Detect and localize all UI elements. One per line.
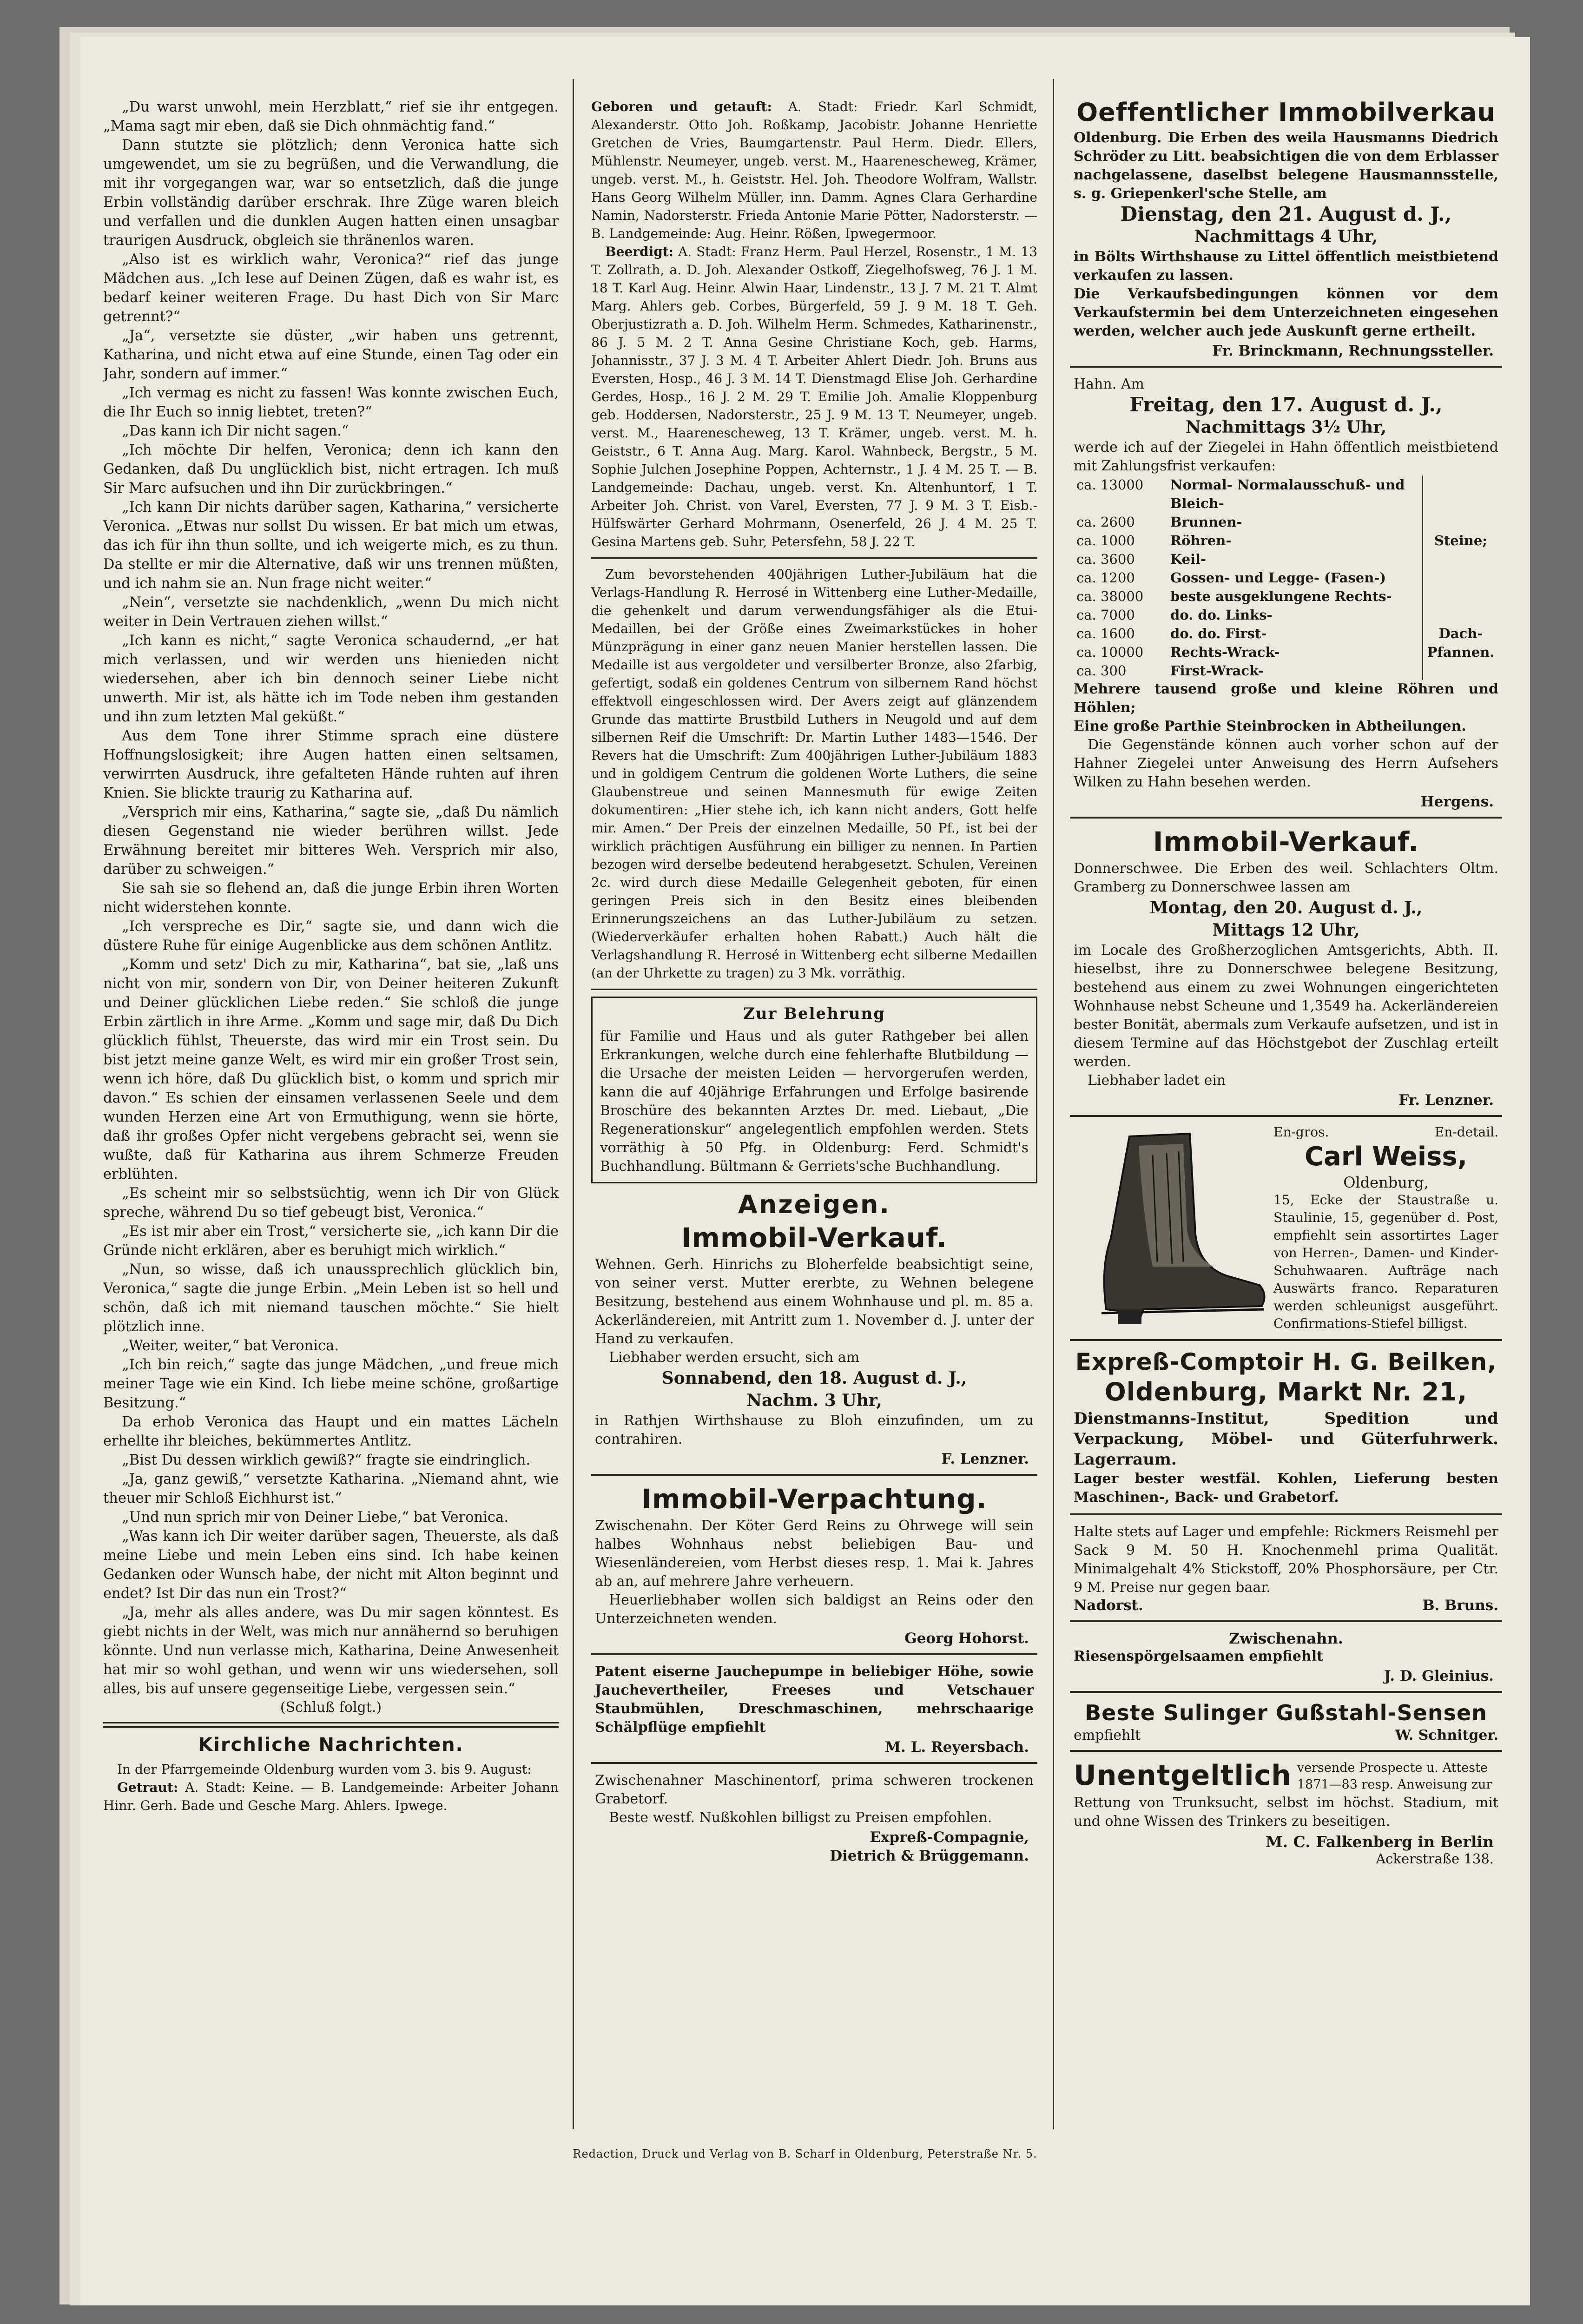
ad-bruns-place: Nadorst. <box>1074 1597 1143 1614</box>
ad-weiss-name: Carl Weiss, <box>1304 1142 1468 1172</box>
ad-wehnen-text: Wehnen. Gerh. Hinrichs zu Bloherfelde beabsichtigt seine, von seiner verst. Mutter ererbte, zu Wehnen belegene Besitzung, bestehend aus einem Wohnhause und pl. m. 85 a. Ackerländereien, mit Antritt zum 1. November d. J. unter der Hand zu verkaufen. <box>595 1256 1034 1347</box>
ad-express-text: Dienstmanns-Institut, Spedition und Verpackung, Möbel- und Güterfuhrwerk. Lagerraum. <box>1074 1409 1498 1469</box>
church-born-label: Geboren und getauft: <box>591 99 772 114</box>
story-paragraph: Sie sah sie so flehend an, daß die junge Erbin ihren Worten nicht widerstehen konnte. <box>103 880 559 916</box>
ad-weiss-text: 15, Ecke der Staustraße u. Staulinie, 15, gegenüber d. Post, empfiehlt sein assortirtes Lager von Herren-, Damen- und Kinder-Schuhwaaren. Aufträge nach Auswärts franco. Reparaturen werden schleunigst ausgeführt. Confirmations-Stiefel billigst. <box>1273 1192 1498 1331</box>
tile-quantity: ca. 13000 <box>1076 477 1144 493</box>
tile-group-dachpfannen: Dach-Pfannen. <box>1423 606 1499 680</box>
ad-hahn-text3: Eine große Parthie Steinbrocken in Abtheilungen. <box>1074 718 1466 734</box>
tile-quantity: ca. 38000 <box>1076 588 1144 604</box>
tile-quantity: ca. 1600 <box>1076 626 1135 641</box>
ad-wehnen-date: Sonnabend, den 18. August d. J., <box>661 1368 967 1388</box>
story-paragraph: „Versprich mir eins, Katharina,“ sagte sie, „daß Du nämlich diesen Gegenstand nie wieder berühren willst. Jede Erwähnung bereitet mir bitteres Weh. Versprich mir also, darüber zu schweigen.“ <box>103 804 559 878</box>
belehrung-title: Zur Belehrung <box>743 1004 886 1023</box>
story-paragraph: „Es ist mir aber ein Trost,“ versicherte sie, „ich kann Dir die Gründe nicht erklären, aber es beruhigt mich wirklich.“ <box>103 1223 559 1259</box>
church-married-label: Getraut: <box>117 1780 178 1795</box>
tile-type: Brunnen- <box>1170 514 1242 530</box>
tile-row <box>1074 606 1498 624</box>
serial-story <box>103 98 559 1698</box>
tile-type: Normal- Normalausschuß- und Bleich- <box>1170 477 1405 511</box>
tile-type: beste ausgeklungene Rechts- <box>1170 588 1392 604</box>
ad-verpachtung-text: Zwischenahn. Der Köter Gerd Reins zu Ohrwege will sein halbes Wohnhaus nebst beliebigen Bau- und Wiesenländereien, vom Herbst dieses resp. 1. Mai k. Jahres ab an, auf mehrere Jahre verheuern. <box>595 1518 1034 1590</box>
story-paragraph: „Ja, mehr als alles andere, was Du mir sagen könntest. Es giebt nichts in der Welt, was mich nur annähernd so beruhigen könnte. Und nun verlasse mich, Katharina, Deine Anwesenheit hat mir so wohl gethan, und wenn wir uns wiedersehen, soll alles, bis auf unsere gegenseitige Liebe, vergessen sein.“ <box>103 1604 559 1697</box>
ad-jauchepumpe <box>591 1660 1037 1764</box>
tile-quantity: ca. 1200 <box>1076 570 1135 586</box>
ad-donnerschwee <box>1070 823 1502 1117</box>
belehrung-text: für Familie und Haus und als guter Rathgeber bei allen Erkrankungen, welche durch eine fehlerhafte Blutbildung — die Ursache der meisten Leiden — hervorgerufen werden, kann die auf 40jährige Erfahrungen und Erfolge basirende Broschüre des bekannten Arztes Dr. med. Liebaut, „Die Regenerationskur“ angelegentlich empfohlen werden. Stets vorräthig à 50 Pfg. in Oldenburg: Ferd. Schmidt's Buchhandlung. Bültmann & Gerriets'sche Buchhandlung. <box>600 1028 1029 1174</box>
story-paragraph: „Komm und setz' Dich zu mir, Katharina“, bat sie, „laß uns nicht von mir, sondern von Dir, von Deiner heiteren Zukunft und Deiner glücklichen Liebe reden.“ Sie schloß die junge Erbin zärtlich in ihre Arme. „Komm und sage mir, daß Du Dich glücklich fühlst, Theuerste, das wird mir ein Trost sein. Du bist jetzt meine ganze Welt, es wird mir ein großer Trost sein, wenn ich höre, daß Du glücklich bist, o komm und sprich mir davon.“ Es schien der einsamen verlassenen Seele und dem wunden Herzen eine Art von Ermuthigung, wenn sie hörte, daß ihr großes Opfer nicht vergebens gebracht sei, wenn sie wußte, daß für Katharina aus ihrem Schmerze Freuden erblühten. <box>103 957 559 1182</box>
story-paragraph: „Ich verspreche es Dir,“ sagte sie, und dann wich die düstere Ruhe für einige Augenblicke aus dem schönen Antlitz. <box>103 918 559 954</box>
ad-express-title: Expreß-Comptoir H. G. Beilken, <box>1075 1348 1497 1375</box>
ad-gleinius-text: Riesenspörgelsaamen empfiehlt <box>1074 1648 1323 1664</box>
ad-oeffentlich-text3: Die Verkaufsbedingungen können vor dem Verkaufstermin bei dem Unterzeichneten eingesehen werden, welcher auch jede Auskunft gerne ertheilt. <box>1074 286 1498 339</box>
story-paragraph: „Ja“, versetzte sie düster, „wir haben uns getrennt, Katharina, und nicht etwa auf eine Stunde, einen Tag oder ein Jahr, sondern auf immer.“ <box>103 328 559 382</box>
ad-oeffentlich-text: Oldenburg. Die Erben des weila Hausmanns Diedrich Schröder zu Litt. beabsichtigen die von dem Erblasser nachgelassene, daselbst belegene Hausmannsstelle, s. g. Griepenkerl'sche Stelle, am <box>1074 130 1498 202</box>
ad-verpachtung-signature: Georg Hohorst. <box>904 1630 1029 1647</box>
column-ads-right <box>1070 98 1502 1878</box>
ad-weiss-en-gros: En-gros. <box>1273 1124 1329 1140</box>
story-paragraph: „Und nun sprich mir von Deiner Liebe,“ bat Veronica. <box>122 1509 508 1525</box>
tile-quantity: ca. 10000 <box>1076 644 1144 660</box>
story-paragraph: „Das kann ich Dir nicht sagen.“ <box>122 423 349 439</box>
ad-maschinentorf-text2: Beste westf. Nußkohlen billigst zu Preisen empfohlen. <box>609 1809 992 1826</box>
ad-weiss-header <box>1273 1124 1498 1140</box>
church-married-text: A. Stadt: Keine. — B. Landgemeinde: Arbeiter Johann Hinr. Gerh. Bade und Gesche Marg. Ahlers. Ipwege. <box>103 1780 559 1813</box>
ad-verpachtung-title: Immobil-Verpachtung. <box>641 1483 987 1515</box>
ad-unentgeltlich <box>1070 1756 1502 1873</box>
tile-group-steine: Steine; <box>1423 475 1499 606</box>
ads-section-title: Anzeigen. <box>738 1190 891 1219</box>
story-paragraph: Dann stutzte sie plötzlich; denn Veronica hatte sich umgewendet, um sie zu begrüßen, und die Verwandlung, die mit ihr vorgegangen war, war so entsetzlich, daß die junge Erbin vollständig darüber erschrak. Ihre Züge waren bleich und verfallen und die dunklen Augen hatten einen unsagbar traurigen Ausdruck, obgleich sie thränenlos waren. <box>103 137 559 249</box>
ad-donnerschwee-text: Donnerschwee. Die Erben des weil. Schlachters Oltm. Gramberg zu Donnerschwee lassen am <box>1074 860 1498 895</box>
ad-oeffentlich-title: Oeffentlicher Immobilverkau <box>1076 98 1496 127</box>
column-rule <box>1053 79 1054 2129</box>
story-paragraph: „Ich bin reich,“ sagte das junge Mädchen, „und freue mich meiner Tage wie ein Kind. Ich liebe meine schöne, großartige Besitzung.“ <box>103 1357 559 1411</box>
tile-type: do. do. Links- <box>1170 607 1273 623</box>
ad-maschinentorf-signature1: Expreß-Compagnie, <box>870 1829 1029 1846</box>
ad-hahn-signature: Hergens. <box>1420 793 1494 810</box>
tile-row <box>1074 475 1498 513</box>
ad-verpachtung <box>591 1480 1037 1655</box>
story-paragraph: Aus dem Tone ihrer Stimme sprach eine düstere Hoffnungslosigkeit; ihre Augen hatten einen seltsamen, verwirrten Ausdruck, ihre gefalteten Hände ruhten auf ihren Knien. Sie blickte traurig zu Katharina auf. <box>103 728 559 801</box>
story-paragraph: „Ich vermag es nicht zu fassen! Was konnte zwischen Euch, die Ihr Euch so innig liebtet, treten?“ <box>103 385 559 420</box>
ad-wehnen-time: Nachm. 3 Uhr, <box>746 1391 882 1410</box>
story-paragraph: „Bist Du dessen wirklich gewiß?“ fragte sie eindringlich. <box>122 1452 531 1468</box>
ad-bruns <box>1070 1520 1502 1622</box>
story-paragraph: „Ich kann Dir nichts darüber sagen, Katharina,“ versicherte Veronica. „Etwas nur sollst Du wissen. Er bat mich um etwas, das ich für ihn thun sollte, und ich weigerte mich, es zu thun. Da stellte er mir die Alternative, daß wir uns trennen müßten, und ich nahm sie an. Nun frage nicht weiter.“ <box>103 499 559 592</box>
tile-list <box>1074 475 1498 680</box>
church-news-continued <box>591 98 1037 551</box>
column-serial-story <box>103 98 559 1815</box>
ad-oeffentlich-date: Dienstag, den 21. August d. J., <box>1120 203 1452 225</box>
story-paragraph: „Weiter, weiter,“ bat Veronica. <box>122 1338 339 1354</box>
ad-sensen-text: empfiehlt <box>1074 1727 1141 1743</box>
story-paragraph: „Also ist es wirklich wahr, Veronica?“ rief das junge Mädchen aus. „Ich lese auf Deinen Zügen, daß es wahr ist, es bedarf keiner weiteren Frage. Du hast Dich von Sir Marc getrennt?“ <box>103 251 559 325</box>
ad-donnerschwee-line3: Liebhaber ladet ein <box>1088 1072 1226 1089</box>
ad-express-text2: Lager bester westfäl. Kohlen, Lieferung besten Maschinen-, Back- und Grabetorf. <box>1074 1471 1498 1505</box>
church-news-intro: In der Pfarrgemeinde Oldenburg wurden vom 3. bis 9. August: <box>117 1762 532 1777</box>
boot-illustration-icon <box>1074 1127 1269 1327</box>
ad-carl-weiss <box>1070 1122 1502 1341</box>
ad-wehnen-title: Immobil-Verkauf. <box>681 1222 948 1254</box>
ad-unentgeltlich-title: Unentgeltlich <box>1074 1759 1292 1792</box>
ad-jauchepumpe-text: Patent eiserne Jauchepumpe in beliebiger Höhe, sowie Jauchevertheiler, Freeses und Vetschauer Staubmühlen, Dreschmaschinen, mehrschaarige Schälpflüge empfiehlt <box>595 1664 1034 1736</box>
ad-oeffentlich-time: Nachmittags 4 Uhr, <box>1194 227 1378 246</box>
tile-type: Gossen- und Legge- (Fasen-) <box>1170 570 1386 586</box>
story-paragraph: „Nun, so wisse, daß ich unaussprechlich glücklich bin, Veronica,“ sagte die junge Erbin. „Mein Leben ist so hell und schön, daß ich mit niemand tauschen möchte.“ Sie hielt plötzlich inne. <box>103 1261 559 1335</box>
church-news <box>103 1760 559 1815</box>
ad-jauchepumpe-signature: M. L. Reyersbach. <box>884 1739 1029 1756</box>
ad-wehnen-line3: in Rathjen Wirthshause zu Bloh einzufinden, um zu contrahiren. <box>595 1413 1034 1447</box>
ad-donnerschwee-text2: im Locale des Großherzoglichen Amtsgerichts, Abth. II. hieselbst, ihre zu Donnerschwee belegene Besitzung, bestehend aus einem zu zwei Wohnungen eingerichteten Wohnhause nebst Scheune und 1,3549 ha. Ackerländereien bester Bonität, abermals zum Verkaufe aufsetzen, und ist in diesem Termine auf das Höchstgebot der Zuschlag erteilt werden. <box>1074 942 1498 1070</box>
ad-maschinentorf-text: Zwischenahner Maschinentorf, prima schweren trockenen Grabetorf. <box>595 1772 1034 1807</box>
story-paragraph: „Du warst unwohl, mein Herzblatt,“ rief sie ihr entgegen. „Mama sagt mir eben, daß sie Dich ohnmächtig fand.“ <box>103 99 559 134</box>
ad-wehnen-signature: F. Lenzner. <box>941 1451 1029 1467</box>
newspaper-page <box>80 37 1530 2305</box>
tile-quantity: ca. 7000 <box>1076 607 1135 623</box>
divider <box>591 557 1037 559</box>
luther-medal-text: Zum bevorstehenden 400jährigen Luther-Jubiläum hat die Verlags-Handlung R. Herrosé in Wittenberg eine Luther-Medaille, die gehenkelt und darum verwendungsfähiger als die Etui-Medaillen, bei der Größe eines Zweimarkstückes in hoher Münzprägung in einer ganz neuen Manier herstellen lassen. Die Medaille ist aus vergoldeter und versilberter Bronze, also 2farbig, gefertigt, sodaß ein goldenes Centrum von silbernem Rand höchst effektvoll eingeschlossen wird. Der Avers zeigt auf glänzendem Grunde das mattirte Brustbild Luthers in Neugold und auf dem silbernen Reif die Umschrift: Dr. Martin Luther 1483—1546. Der Revers hat die Umschrift: Zum 400jährigen Luther-Jubiläum 1883 und in goldigem Centrum die goldenen Worte Luthers, die seine Glaubenstreue und seinen Mannesmuth für ewige Zeiten dokumentiren: „Hier stehe ich, ich kann nicht anders, Gott helfe mir. Amen.“ Der Preis der einzelnen Medaille, 50 Pf., ist bei der wirklich prächtigen Ausführung ein billiger zu nennen. In Partien bezogen wird derselbe bedeutend herabgesetzt. Schulen, Vereinen 2c. wird durch diese Medaille Gelegenheit geboten, für einen geringen Preis sich in den Besitz eines bleibenden Erinnerungszeichens an das Luther-Jubiläum zu setzen. (Wiederverkäufer erhalten hohen Rabatt.) Auch hält die Verlagshandlung R. Herrosé in Wittenberg echt silberne Medaillen (an der Uhrkette zu tragen) zu 3 Mk. vorräthig. <box>591 567 1037 981</box>
ad-donnerschwee-date: Montag, den 20. August d. J., <box>1149 898 1423 918</box>
ad-hahn-text: werde ich auf der Ziegelei in Hahn öffentlich meistbietend mit Zahlungsfrist verkaufen: <box>1074 439 1498 474</box>
church-buried-label: Beerdigt: <box>605 244 674 259</box>
tile-quantity: ca. 3600 <box>1076 551 1135 567</box>
ad-unentgeltlich-signature: M. C. Falkenberg in Berlin <box>1266 1833 1494 1851</box>
ad-weiss-en-detail: En-detail. <box>1434 1124 1498 1140</box>
story-continued-note: (Schluß folgt.) <box>280 1699 382 1716</box>
story-paragraph: „Ich kann es nicht,“ sagte Veronica schaudernd, „er hat mich verlassen, und wir werden uns hienieden nicht wiedersehen, aber ich bin dennoch seiner Liebe nicht unwerth. Mir ist, als hätte ich im Tode neben ihm gestanden und ihn zum letzten Mal geküßt.“ <box>103 633 559 725</box>
tile-quantity: ca. 300 <box>1076 663 1127 679</box>
ad-hahn-date: Freitag, den 17. August d. J., <box>1129 393 1443 416</box>
ad-wehnen-line2: Liebhaber werden ersucht, sich am <box>609 1349 860 1366</box>
ad-gleinius <box>1070 1627 1502 1693</box>
story-paragraph: „Ich möchte Dir helfen, Veronica; denn ich kann den Gedanken, daß Du unglücklich bist, nicht ertragen. Ich muß Sir Marc aufsuchen und ihn Dir zurückbringen.“ <box>103 442 559 496</box>
tile-quantity: ca. 1000 <box>1076 533 1135 548</box>
tile-type: First-Wrack- <box>1170 663 1264 679</box>
story-paragraph: „Nein“, versetzte sie nachdenklich, „wenn Du mich nicht weiter in Dein Vertrauen ziehen willst.“ <box>103 594 559 630</box>
tile-type: Röhren- <box>1170 533 1232 548</box>
ad-bruns-text: Halte stets auf Lager und empfehle: Rickmers Reismehl per Sack 9 M. 50 H. Knochenmehl prima Qualität. Minimalgehalt 4% Stickstoff, 20% Phosphorsäure, per Ctr. 9 M. Preise nur gegen baar. <box>1074 1524 1498 1596</box>
ad-gleinius-head: Zwischenahn. <box>1229 1630 1343 1647</box>
ad-donnerschwee-title: Immobil-Verkauf. <box>1153 826 1419 858</box>
ad-unentgeltlich-address: Ackerstraße 138. <box>1376 1851 1494 1867</box>
ad-verpachtung-text2: Heuerliebhaber wollen sich baldigst an Reins oder den Unterzeichneten wenden. <box>595 1592 1034 1627</box>
ad-hahn-text2: Mehrere tausend große und kleine Röhren und Höhlen; <box>1074 681 1498 716</box>
tile-type: do. do. First- <box>1170 626 1267 641</box>
tile-type: Rechts-Wrack- <box>1170 644 1280 660</box>
column-middle <box>591 98 1037 1875</box>
ad-oeffentlich <box>1070 98 1502 368</box>
divider <box>591 989 1037 990</box>
tile-quantity: ca. 2600 <box>1076 514 1135 530</box>
ad-hahn-time: Nachmittags 3½ Uhr, <box>1185 417 1387 437</box>
luther-medal-notice <box>591 565 1037 982</box>
ad-bruns-signature: B. Bruns. <box>1422 1597 1498 1614</box>
ad-unentgeltlich-text: Rettung von Trunksucht, selbst im höchst. Stadium, mit und ohne Wissen des Trinkers zu beseitigen. <box>1074 1795 1498 1829</box>
imprint-footer: Redaction, Druck und Verlag von B. Scharf in Oldenburg, Peterstraße Nr. 5. <box>573 2147 1037 2160</box>
ad-unentgeltlich-side: versende Prospecte u. Atteste 1871—83 resp. Anweisung zur <box>1297 1761 1492 1792</box>
ad-sensen <box>1070 1697 1502 1752</box>
ad-gleinius-signature: J. D. Gleinius. <box>1384 1668 1494 1684</box>
ad-express-comptoir <box>1070 1346 1502 1515</box>
story-paragraph: Da erhob Veronica das Haupt und ein mattes Lächeln erhellte ihr bleiches, bekümmertes Antlitz. <box>103 1414 559 1449</box>
story-paragraph: „Ja, ganz gewiß,“ versetzte Katharina. „Niemand ahnt, wie theuer mir Schloß Eichhurst ist.“ <box>103 1471 559 1506</box>
ad-hahn-text4: Die Gegenstände können auch vorher schon auf der Hahner Ziegelei unter Anweisung des Herrn Aufsehers Wilken zu Hahn besehen werden. <box>1074 737 1498 790</box>
story-paragraph: „Es scheint mir so selbstsüchtig, wenn ich Dir von Glück spreche, während Du so tief gebeugt bist, Veronica.“ <box>103 1185 559 1221</box>
church-buried-text: A. Stadt: Franz Herm. Paul Herzel, Rosenstr., 1 M. 13 T. Zollrath, a. D. Joh. Alexander Ostkoff, Ziegelhofsweg, 76 J. 1 M. 18 T. Karl Aug. Heinr. Alwin Haar, Lindenstr., 13 J. 7 M. 21 T. Almt Marg. Ahlers geb. Corbes, Bürgerfeld, 59 J. 9 M. 18 T. Geh. Oberjustizrath a. D. Joh. Wilhelm Herm. Schmedes, Katharinenstr., 86 J. 5 M. 2 T. Anna Gesine Christiane Koch, geb. Harms, Johannisstr., 37 J. 3 M. 4 T. Arbeiter Ahlert Diedr. Joh. Bruns aus Eversten, Hosp., 46 J. 3 M. 14 T. Dienstmagd Elise Joh. Gerhardine Gerdes, Hosp., 16 J. 2 M. 29 T. Emilie Joh. Amalie Kloppenburg geb. Hoddersen, Nadorsterstr., 25 J. 9 M. 13 T. Neumeyer, ungeb. verst. M., Haarenescheweg, 13 T. Krämer, ungeb. verst. M. h. Geiststr., 6 T. Anna Aug. Marg. Karol. Wahnbeck, Bergstr., 5 M. Sophie Julchen Josephine Poppen, Achternstr., 1 J. 4 M. 25 T. — B. Landgemeinde: Dachau, ungeb. verst. Kn. Altenhuntorf, 1 T. Arbeiter Joh. Christ. von Varel, Eversten, 77 J. 9 M. 3 T. Eisb.-Hülfswärter Gerhard Mohrmann, Osenerfeld, 26 J. 4 M. 25 T. Gesina Martens geb. Suhr, Petersfehn, 58 J. 22 T. <box>591 244 1037 549</box>
ad-express-title2: Oldenburg, Markt Nr. 21, <box>1104 1377 1468 1406</box>
ad-donnerschwee-signature: Fr. Lenzner. <box>1398 1092 1494 1109</box>
column-rule <box>573 79 574 2129</box>
church-born-text: A. Stadt: Friedr. Karl Schmidt, Alexanderstr. Otto Joh. Roßkamp, Jacobistr. Johanne Henriette Gretchen de Vries, Baumgartenstr. Paul Herm. Diedr. Ellers, Mühlenstr. Neumeyer, ungeb. verst. M., Haarenescheweg, Krämer, ungeb. verst. M., h. Geiststr. Hel. Joh. Theodore Wolfram, Wallstr. Hans Georg Wilhelm Müller, inn. Damm. Agnes Clara Gerhardine Namin, Nadorsterstr. Frieda Antonie Marie Pötter, Nadorsterstr. — B. Landgemeinde: Aug. Heinr. Rößen, Ipwegermoor. <box>591 99 1037 241</box>
ad-hahn-head: Hahn. Am <box>1074 376 1144 392</box>
ad-donnerschwee-time: Mittags 12 Uhr, <box>1212 920 1360 940</box>
ad-oeffentlich-text2: in Bölts Wirthshause zu Littel öffentlich meistbietend verkaufen zu lassen. <box>1074 249 1498 284</box>
ad-sensen-title: Beste Sulinger Gußstahl-Sensen <box>1085 1700 1487 1725</box>
belehrung-ad <box>591 997 1037 1183</box>
ad-maschinentorf-signature2: Dietrich & Brüggemann. <box>830 1848 1029 1864</box>
ad-sensen-signature: W. Schnitger. <box>1395 1727 1498 1743</box>
divider <box>103 1722 559 1728</box>
ad-wehnen-sale <box>591 1222 1037 1476</box>
ad-weiss-city: Oldenburg, <box>1343 1174 1429 1191</box>
ad-maschinentorf <box>591 1769 1037 1871</box>
story-paragraph: „Was kann ich Dir weiter darüber sagen, Theuerste, als daß meine Liebe und mein Leben eins sind. Ich habe keinen Gedanken oder Wunsch habe, der nicht mit Alton beginnt und endet? Ist Dir das nun ein Trost?“ <box>103 1528 559 1602</box>
church-news-title: Kirchliche Nachrichten. <box>198 1734 464 1756</box>
ad-oeffentlich-signature: Fr. Brinckmann, Rechnungssteller. <box>1212 343 1494 359</box>
tile-type: Keil- <box>1170 551 1207 567</box>
ad-hahn-ziegelei <box>1070 372 1502 819</box>
